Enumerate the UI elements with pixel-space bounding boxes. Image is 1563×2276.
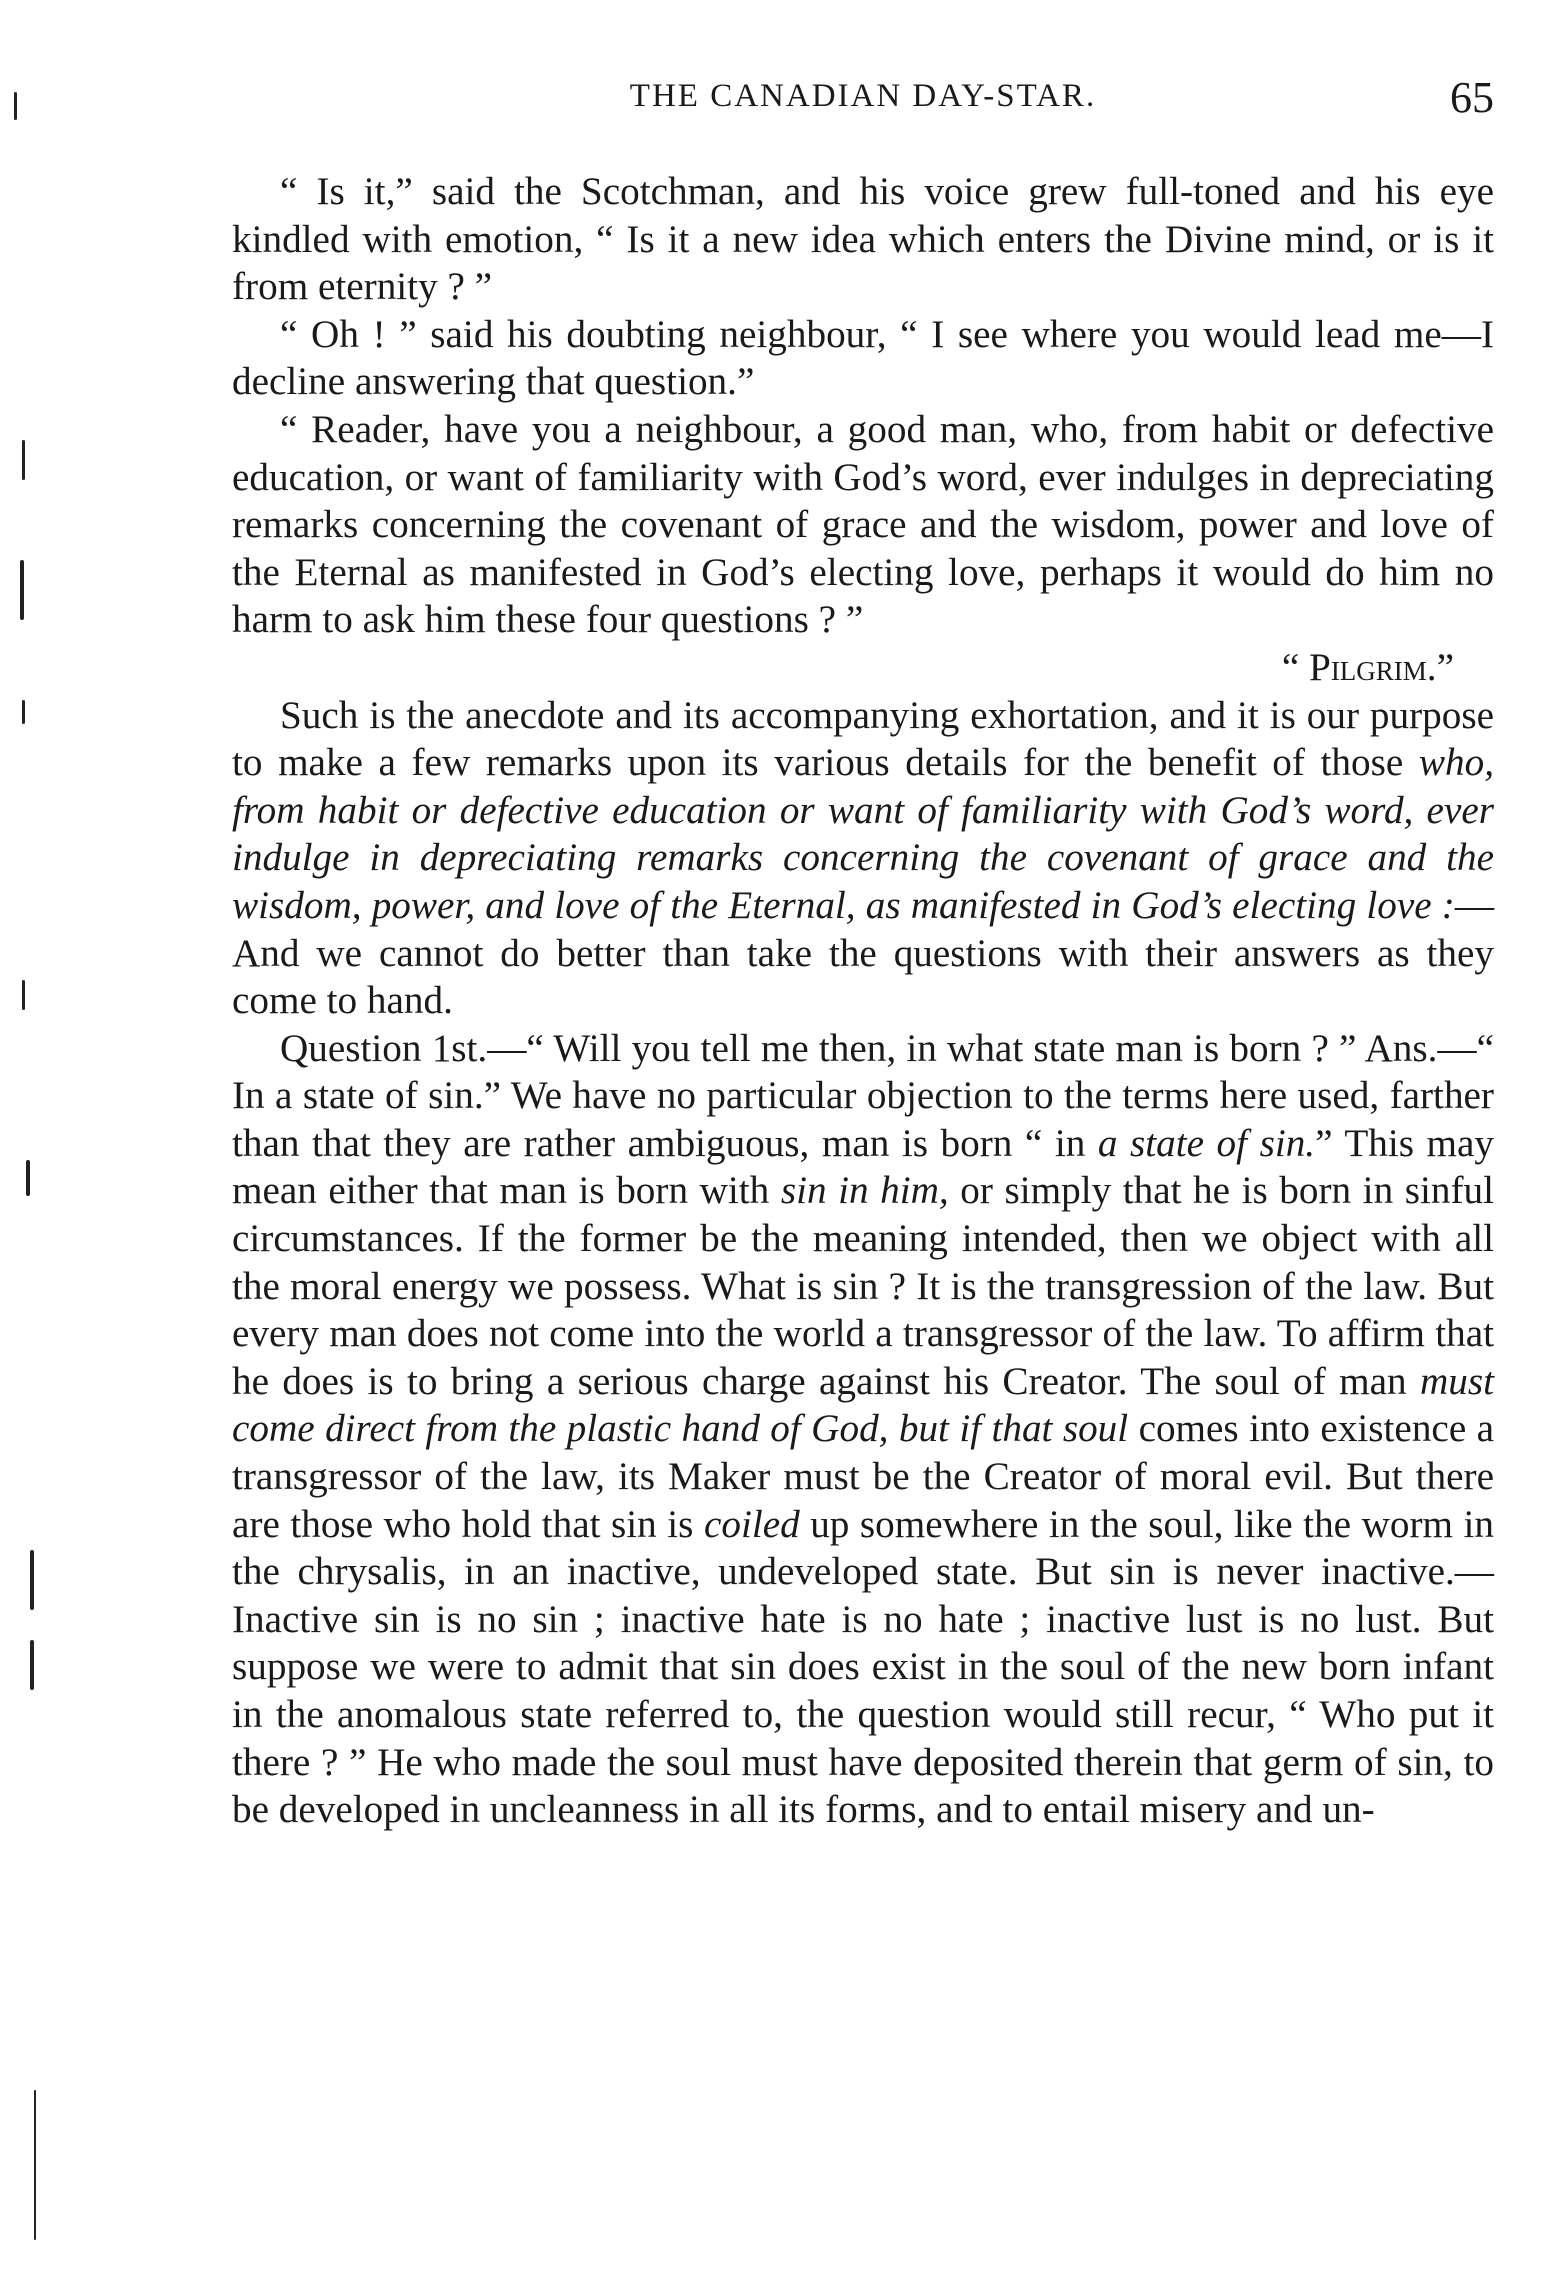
gutter-mark: [22, 440, 25, 480]
italic-phrase: coiled: [703, 1502, 800, 1546]
signature: “ Pilgrim.”: [1281, 645, 1454, 689]
gutter-mark: [22, 700, 25, 724]
text-run: Question 1st.—“ Will you tell me then, in what state man is born ? ” Ans.—“ In a state of sin.” We have no particular objection to the terms here used, farther than that they are rather ambiguous, man is born “ in: [232, 1026, 1494, 1165]
paragraph: [232, 692, 1494, 1025]
running-title: THE CANADIAN DAY-STAR.: [629, 78, 1097, 114]
text-run: up somewhere in the soul, like the worm in the chrysalis, in an inactive, undeveloped state. But sin is never inactive.—Inactive sin is no sin ; inactive hate is no hate ; inactive lust is no lust. But suppose we were to admit that sin does exist in the soul of the new born infant in the anomalous state referred to, the question would still recur, “ Who put it there ? ” He who made the soul must have deposited therein that germ of sin, to be developed in uncleanness in all its forms, and to entail misery and un-: [232, 1502, 1494, 1832]
gutter-mark: [30, 1640, 34, 1690]
italic-phrase: sin in him,: [780, 1169, 949, 1213]
paragraph: “ Is it,” said the Scotchman, and his voice grew full-toned and his eye kindled with emotion, “ Is it a new idea which enters the Divine mind, or is it from eternity ? ”: [232, 170, 1494, 309]
text-run: comes into existence a transgressor of the law, its Maker must be the Creator of moral evil. But there are those who hold that sin is: [232, 1407, 1494, 1546]
body-text: [232, 168, 1494, 1834]
paragraph: “ Reader, have you a neighbour, a good man, who, from habit or defective education, or want of familiarity with God’s word, ever indulges in depreciating remarks concerning the covenant of grace and the wisdom, power and love of the Eternal as manifested in God’s electing love, perhaps it would do him no harm to ask him these four questions ? ”: [232, 407, 1494, 642]
paragraph: “ Oh ! ” said his doubting neighbour, “ I see where you would lead me—I decline answering that question.”: [232, 312, 1494, 404]
text-run: or simply that he is born in sinful circumstances. If the former be the meaning intended, then we object with all the moral energy we possess. What is sin ? It is the transgression of the law. But every man does not come into the world a transgressor of the law. To affirm that he does is to bring a serious charge against his Creator. The soul of man: [232, 1169, 1494, 1403]
text-run: — And we cannot do better than take the questions with their answers as they come to hand.: [232, 883, 1494, 1023]
gutter-mark: [20, 560, 24, 620]
gutter-mark: [30, 1550, 34, 1610]
paragraph: [232, 1025, 1494, 1834]
page-number: 65: [1450, 73, 1494, 122]
italic-phrase: must come direct from the plastic hand of God, but if that soul: [232, 1359, 1494, 1451]
binding-gutter-marks: [0, 0, 60, 2276]
gutter-mark: [34, 2090, 36, 2240]
italic-phrase: a state of sin.: [1097, 1121, 1316, 1165]
gutter-mark: [22, 980, 25, 1010]
text-run: Such is the anecdote and its accompanying exhortation, and it is our purpose to make a few remarks upon its various details for the benefit of those: [232, 693, 1494, 785]
text-run: ” This may mean either that man is born with: [232, 1121, 1494, 1213]
italic-quote: who, from habit or defective education or want of familiarity with God’s word, ever indulge in depreciating remarks concerning the covenant of grace and the wisdom, power, and love of the Eternal, as manifested in God’s electing love :: [232, 741, 1494, 927]
gutter-mark: [26, 1160, 30, 1196]
gutter-mark: [14, 92, 17, 120]
page-header: [232, 72, 1494, 132]
